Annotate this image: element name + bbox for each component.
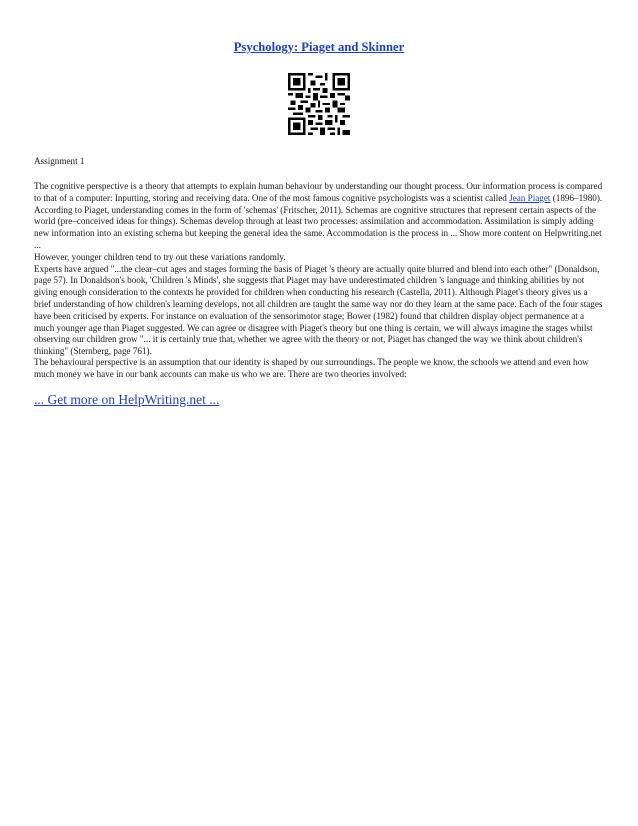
get-more-section xyxy=(34,392,219,408)
paragraph-behavioural-text: The behavioural perspective is an assumption that our identity is shaped by our surroundings. The people we know, the schools we attend and even how much money we have in our bank accounts can make us who we are. There are two theories involved: xyxy=(34,357,589,379)
title-link[interactable]: Psychology: Piaget and Skinner xyxy=(233,40,405,54)
para1-text-after: (1896–1980). According to Piaget, understanding comes in the form of 'schemas' (Fritscher, 2011). Schemas are cognitive structures that represent certain aspects of the world (pre–conceived ideas for things). Schemas develop through at least two processes: assimilation and accommodation. Assimilation is simply adding new information into an existing schema but keeping the general idea the same. Accommodation is the process in ... Show more content on Helpwriting.net ... xyxy=(34,192,603,250)
get-more-link[interactable]: ... Get more on HelpWriting.net ... xyxy=(34,392,220,407)
paragraph-cognitive xyxy=(34,181,606,358)
paragraph-cognitive-main xyxy=(34,181,606,252)
assignment-heading xyxy=(34,156,606,168)
qr-code-icon xyxy=(288,73,350,135)
paragraph-cognitive-line2: However, younger children tend to try out these variations randomly. xyxy=(34,251,286,262)
assignment-heading-text: Assignment 1 xyxy=(34,156,85,166)
document-title xyxy=(0,40,638,55)
para1-text-before: The cognitive perspective is a theory that attempts to explain human behaviour by understanding our thought process. Our information process is compared to that of a computer: Inputting, storing and receiving data. One of the most famous cognitive psychologists was a scientist called xyxy=(34,181,603,203)
paragraph-behavioural xyxy=(34,357,606,381)
paragraph-cognitive-line3: Experts have argued "...the clear–cut ages and stages forming the basis of Piaget 's theory are actually quite blurred and blend into each other" (Donaldson, page 57). In Donaldson's book, 'Children 's Minds', she suggests that Piaget may have underestimated children 's language and thinking abilities by not giving enough consideration to the contexts he provided for children when conducting his research (Castella, 2011). Although Piaget's theory gives us a brief understanding of how children's learning develops, not all children are taught the same way nor do they learn at the same pace. Each of the four stages have been criticised by experts. For instance on evaluation of the sensorimotor stage; Bower (1982) found that children display object permanence at a much younger age than Piaget suggested. We can agree or disagree with Piaget's theory but one thing is certain, we will always imagine the stages whilst observing our children grow "... it is certainly true that, whether we agree with the theory or not, Piaget has changed the way we think about children's thinking" (Sternberg, page 761). xyxy=(34,263,603,357)
jean-piaget-link[interactable]: Jean Piaget xyxy=(509,192,551,203)
